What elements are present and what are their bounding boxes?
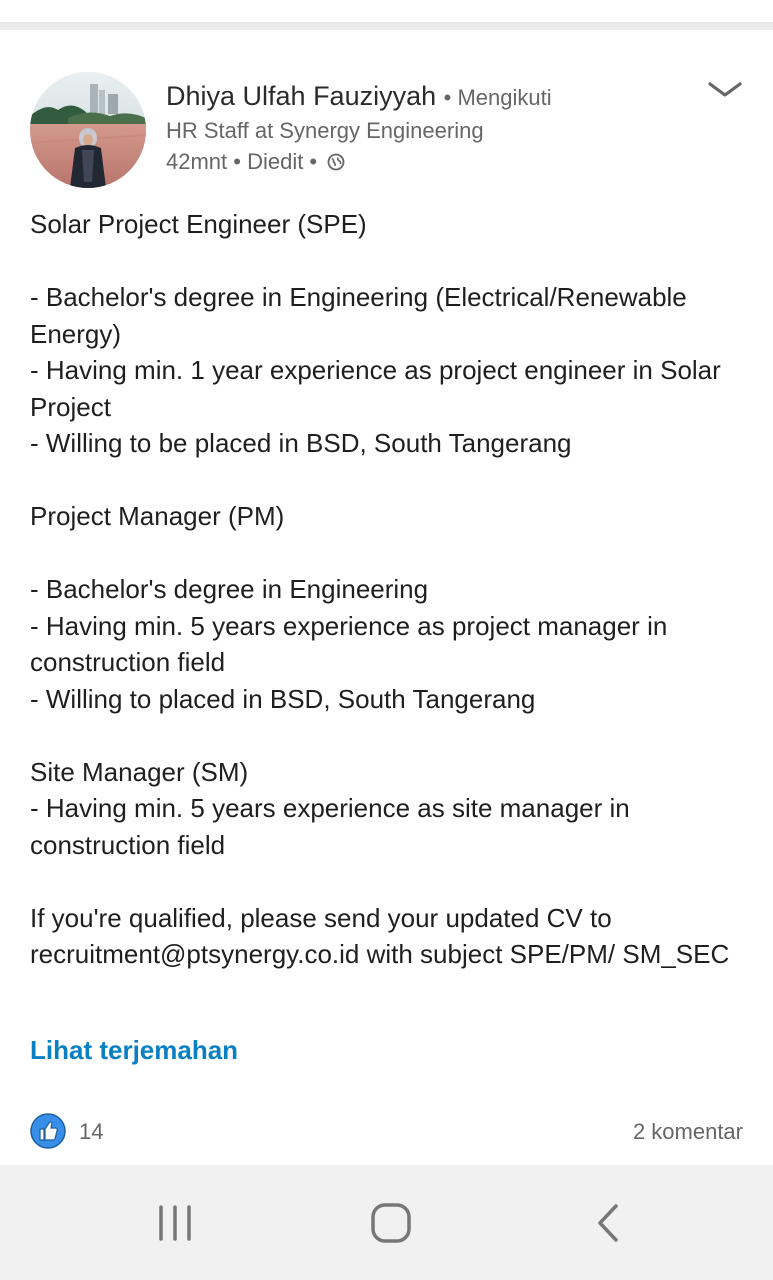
- recent-apps-icon[interactable]: [145, 1199, 205, 1247]
- author-headline: HR Staff at Synergy Engineering: [166, 118, 484, 143]
- follow-status: • Mengikuti: [443, 85, 552, 110]
- post-blank-line: [30, 462, 750, 499]
- chevron-down-icon[interactable]: [706, 80, 744, 100]
- author-line: [166, 79, 686, 115]
- post-blank-line: [30, 863, 750, 900]
- reaction-count[interactable]: 14: [79, 1119, 104, 1144]
- home-icon[interactable]: [361, 1199, 421, 1247]
- post-line: If you're qualified, please send your updated CV to recruitment@ptsynergy.co.id with subject SPE/PM/ SM_SEC: [30, 902, 730, 969]
- post-line: - Bachelor's degree in Engineering (Electrical/Renewable Energy): [30, 282, 695, 349]
- post-line: Solar Project Engineer (SPE): [30, 209, 367, 239]
- author-name[interactable]: Dhiya Ulfah Fauziyyah: [166, 81, 437, 111]
- post-line: - Willing to be placed in BSD, South Tangerang: [30, 428, 572, 458]
- feed-post: [0, 30, 773, 1165]
- comment-count[interactable]: 2 komentar: [632, 1119, 743, 1144]
- back-icon[interactable]: [578, 1199, 638, 1247]
- post-meta: 42mnt • Diedit •: [166, 149, 318, 174]
- globe-icon: [327, 153, 345, 171]
- post-line: Project Manager (PM): [30, 501, 285, 531]
- post-blank-line: [30, 243, 750, 280]
- post-body: [30, 206, 750, 973]
- avatar[interactable]: [30, 72, 146, 188]
- post-blank-line: [30, 717, 750, 754]
- avatar-photo: [30, 72, 146, 188]
- like-icon[interactable]: [30, 1113, 66, 1149]
- post-header: [166, 79, 686, 177]
- post-line: - Willing to placed in BSD, South Tangerang: [30, 683, 536, 714]
- post-line: - Having min. 5 years experience as site manager in construction field: [30, 793, 637, 860]
- post-blank-line: [30, 535, 750, 572]
- post-line: - Having min. 5 years experience as project manager in construction field: [30, 610, 675, 677]
- translate-link[interactable]: Lihat terjemahan: [30, 1035, 239, 1065]
- post-meta-row: [166, 146, 686, 177]
- feed-divider: [0, 22, 773, 30]
- android-navigation-bar: [0, 1165, 773, 1280]
- post-line: - Having min. 1 year experience as project engineer in Solar Project: [30, 355, 729, 422]
- post-line: - Bachelor's degree in Engineering: [30, 574, 429, 604]
- post-line: Site Manager (SM): [30, 756, 249, 787]
